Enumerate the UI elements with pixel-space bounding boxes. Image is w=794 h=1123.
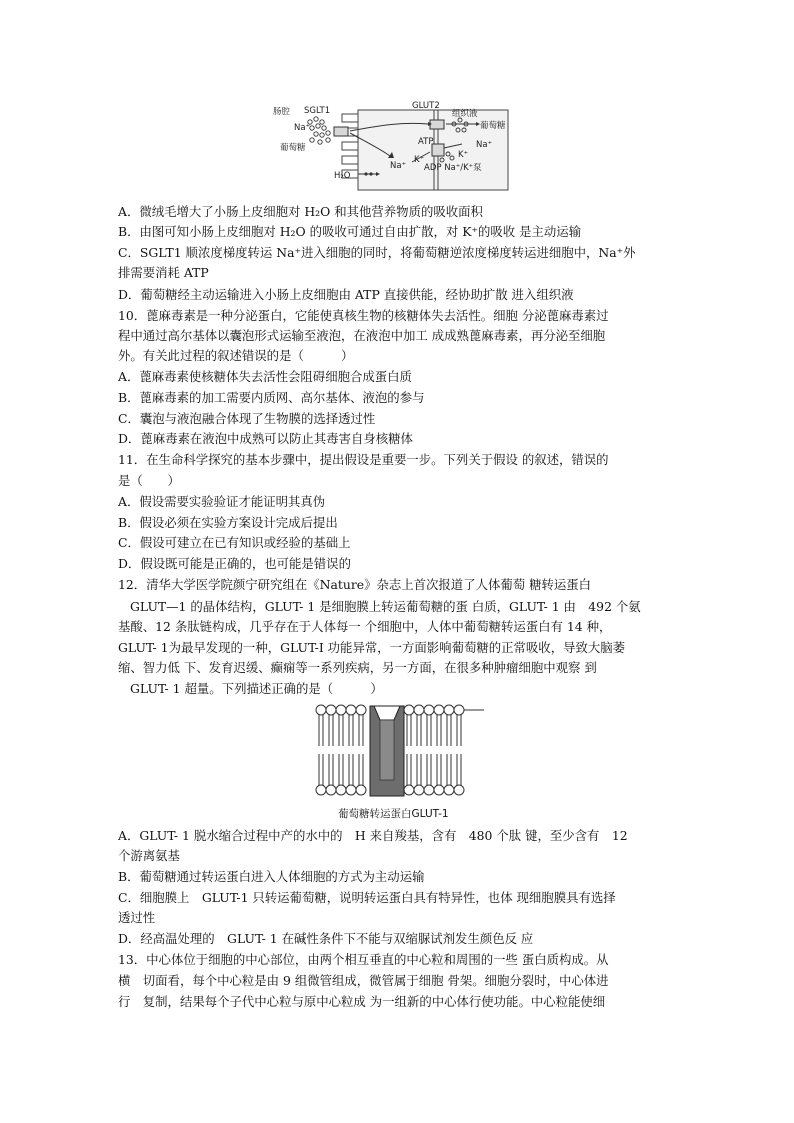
intestinal-transport-figure <box>272 100 528 195</box>
glucose-left-label: 葡萄糖 <box>280 143 306 153</box>
adp-pump-label: ADP Na⁺/K⁺泵 <box>424 163 482 173</box>
q12-stem-line2: GLUT—1 的晶体结构，GLUT- 1 是细胞膜上转运葡萄糖的蛋 白质，GLUT- 1 由 492 个氨 <box>130 599 641 614</box>
q10-option-a: A．蓖麻毒素使核糖体失去活性会阻碍细胞合成蛋白质 <box>118 369 412 384</box>
q11-stem-line2: 是（ ） <box>118 473 180 488</box>
q11-option-c: C．假设可建立在已有知识或经验的基础上 <box>118 535 351 550</box>
glut2-label: GLUT2 <box>412 101 440 111</box>
q12-stem-line6: GLUT- 1 超量。下列描述正确的是（ ） <box>130 681 383 696</box>
q9-option-d: D．葡萄糖经主动运输进入小肠上皮细胞由 ATP 直接供能，经协助扩散 进入组织液 <box>118 287 574 302</box>
q12-option-c-line1: C．细胞膜上 GLUT-1 只转运葡萄糖，说明转运蛋白具有特异性，也体 现细胞膜具有选择 <box>118 890 616 905</box>
q10-option-c: C．囊泡与液泡融合体现了生物膜的选择透过性 <box>118 411 376 426</box>
h2o-label: H₂O <box>334 171 351 181</box>
na-inside-label: Na⁺ <box>390 161 407 171</box>
atp-label: ATP <box>418 137 434 147</box>
q12-stem-line1: 12．清华大学医学院颜宁研究组在《Nature》杂志上首次报道了人体葡萄 糖转运蛋白 <box>118 577 592 592</box>
na-right-label: Na⁺ <box>476 140 493 150</box>
q9-option-a: A．微绒毛增大了小肠上皮细胞对 H₂O 和其他营养物质的吸收面积 <box>118 204 483 219</box>
glut1-figure-caption: 葡萄糖转运蛋白GLUT-1 <box>338 808 449 820</box>
q12-option-b: B．葡萄糖通过转运蛋白进入人体细胞的方式为主动运输 <box>118 869 425 884</box>
q13-stem-line2: 横 切面看，每个中心粒是由 9 组微管组成，微管属于细胞 骨架。细胞分裂时，中心体进 <box>118 973 609 988</box>
q13-stem-line1: 13．中心体位于细胞的中心部位，由两个相互垂直的中心粒和周围的一些 蛋白质构成。从 <box>118 952 609 967</box>
k-inside-label: K⁺ <box>414 155 425 165</box>
q11-stem-line1: 11．在生命科学探究的基本步骤中，提出假设是重要一步。下列关于假设 的叙述，错误的 <box>118 452 609 467</box>
q13-stem-line3: 行 复制，结果每个子代中心粒与原中心粒成 为一组新的中心体行使功能。中心粒能使细 <box>118 994 606 1009</box>
q10-stem-line2: 程中通过高尔基体以囊泡形式运输至液泡，在液泡中加工 成成熟蓖麻毒素，再分泌至细胞 <box>118 328 606 343</box>
q12-stem-line5: 缩、智力低 下、发育迟缓、癫痫等一系列疾病，另一方面，在很多种肿瘤细胞中观察 到 <box>118 660 597 675</box>
glucose-right-label: 葡萄糖 <box>480 121 506 131</box>
q9-option-b: B．由图可知小肠上皮细胞对 H₂O 的吸收可通过自由扩散，对 K⁺的吸收 是主动运输 <box>118 224 582 239</box>
q12-option-c-line2: 透过性 <box>118 910 156 925</box>
q12-stem-line3: 基酸、12 条肽链构成，几乎存在于人体每一 个细胞中，人体中葡萄糖转运蛋白有 14 种， <box>118 619 612 634</box>
q10-option-b: B．蓖麻毒素的加工需要内质网、高尔基体、液泡的参与 <box>118 390 425 405</box>
q10-stem-line1: 10．蓖麻毒素是一种分泌蛋白，它能使真核生物的核糖体失去活性。细胞 分泌蓖麻毒素过 <box>118 308 609 323</box>
q12-option-d: D．经高温处理的 GLUT- 1 在碱性条件下不能与双缩脲试剂发生颜色反 应 <box>118 931 534 946</box>
q12-option-a-line2: 个游离氨基 <box>118 848 180 863</box>
q9-option-c-line2: 排需要消耗 ATP <box>118 265 209 280</box>
q12-stem-line4: GLUT- 1为最早发现的一种，GLUT-I 功能异常，一方面影响葡萄糖的正常吸收，导致大脑萎 <box>118 640 626 655</box>
tissue-fluid-label: 组织液 <box>452 109 478 119</box>
q10-option-d: D．蓖麻毒素在液泡中成熟可以防止其毒害自身核糖体 <box>118 431 413 446</box>
na-left-label: Na⁺ <box>294 123 311 133</box>
q11-option-a: A．假设需要实验验证才能证明其真伪 <box>118 494 326 509</box>
glut1-membrane-figure <box>312 700 488 825</box>
q11-option-b: B．假设必须在实验方案设计完成后提出 <box>118 515 338 530</box>
q12-option-a-line1: A．GLUT- 1 脱水缩合过程中产的水中的 H 来自羧基，含有 480 个肽 键，至少含有 12 <box>118 828 628 843</box>
lumen-label: 肠腔 <box>273 107 291 117</box>
sglt1-label: SGLT1 <box>304 106 331 116</box>
q11-option-d: D．假设既可能是正确的，也可能是错误的 <box>118 556 351 571</box>
q9-option-c-line1: C．SGLT1 顺浓度梯度转运 Na⁺进入细胞的同时，将葡萄糖逆浓度梯度转运进细胞中，Na⁺外 <box>118 245 636 260</box>
k-right-label: K⁺ <box>458 150 469 160</box>
q10-stem-line3: 外。有关此过程的叙述错误的是（ ） <box>118 348 354 363</box>
